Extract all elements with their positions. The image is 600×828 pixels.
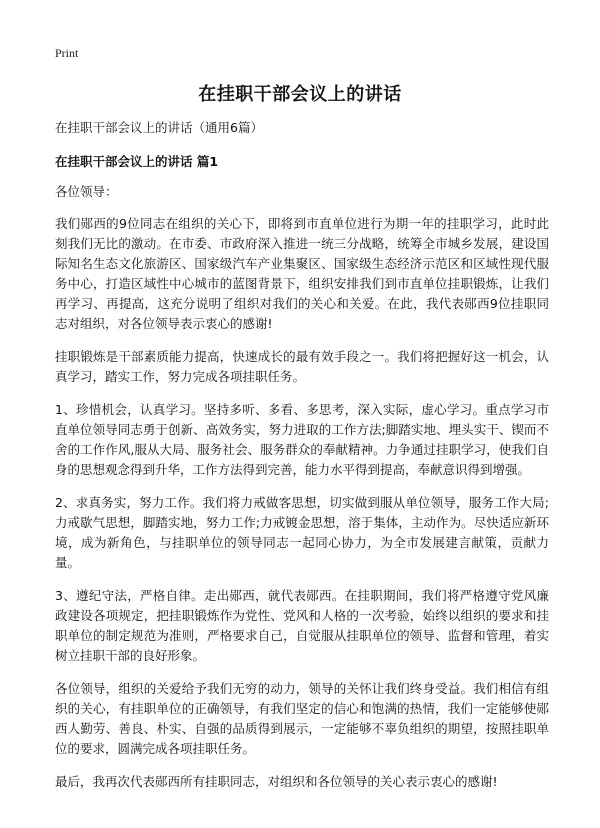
document-body bbox=[55, 118, 549, 805]
paragraph-7: 最后，我再次代表郧西所有挂职同志，对组织和各位领导的关心表示衷心的感谢! bbox=[55, 774, 498, 789]
page-title: 在挂职干部会议上的讲话 bbox=[198, 84, 402, 105]
paragraph-2: 挂职锻炼是干部素质能力提高，快速成长的最有效手段之一。我们将把握好这一机会，认真学习，踏实工作，努力完成各项挂职任务。 bbox=[55, 349, 549, 384]
paragraph-5: 3、遵纪守法，严格自律。走出郧西，就代表郧西。在挂职期间，我们将严格遵守党风廉政建设各项规定，把挂职锻炼作为党性、党风和人格的一次考验，始终以组织的要求和挂职单位的制定规范为准则，严格要求自己，自觉服从挂职单位的领导、监督和管理，着实树立挂职干部的良好形象。 bbox=[55, 588, 549, 663]
greeting-text: 各位领导： bbox=[55, 184, 118, 199]
print-link[interactable]: Print bbox=[55, 46, 79, 60]
document-subtitle: 在挂职干部会议上的讲话（通用6篇） bbox=[55, 120, 263, 135]
paragraph-4: 2、求真务实，努力工作。我们将力戒做客思想，切实做到服从单位领导，服务工作大局;力戒歇气思想，脚踏实地，努力工作;力戒镀金思想，溶于集体，主动作为。尽快适应新环境，成为新角色，与挂职单位的领导同志一起同心协力，为全市发展建言献策，贡献力量。 bbox=[55, 495, 549, 570]
section-heading: 在挂职干部会议上的讲话 篇1 bbox=[55, 154, 219, 169]
paragraph-1: 我们郧西的9位同志在组织的关心下，即将到市直单位进行为期一年的挂职学习，此时此刻我们无比的激动。在市委、市政府深入推进一统三分战略，统筹全市城乡发展，建设国际知名生态文化旅游区、国家级汽车产业集聚区、国家级生态经济示范区和区域性现代服务中心，打造区域性中心城市的蓝图背景下，组织安排我们到市直单位挂职锻炼，让我们再学习、再提高，这充分说明了组织对我们的关心和关爱。在此，我代表郧西9位挂职同志对组织，对各位领导表示衷心的感谢! bbox=[55, 216, 549, 331]
paragraph-3: 1、珍惜机会，认真学习。坚持多听、多看、多思考，深入实际，虚心学习。重点学习市直单位领导同志勇于创新、高效务实，努力进取的工作方法;脚踏实地、埋头实干、锲而不舍的工作作风,服从大局、服务社会、服务群众的奉献精神。力争通过挂职学习，使我们自身的思想观念得到升华，工作方法得到完善，能力水平得到提高，奉献意识得到增强。 bbox=[55, 402, 549, 477]
paragraph-6: 各位领导，组织的关爱给予我们无穷的动力，领导的关怀让我们终身受益。我们相信有组织的关心，有挂职单位的正确领导，有我们坚定的信心和饱满的热情，我们一定能够使郧西人勤劳、善良、朴实、自强的品质得到展示，一定能够不辜负组织的期望，按照挂职单位的要求，圆满完成各项挂职任务。 bbox=[55, 681, 549, 756]
